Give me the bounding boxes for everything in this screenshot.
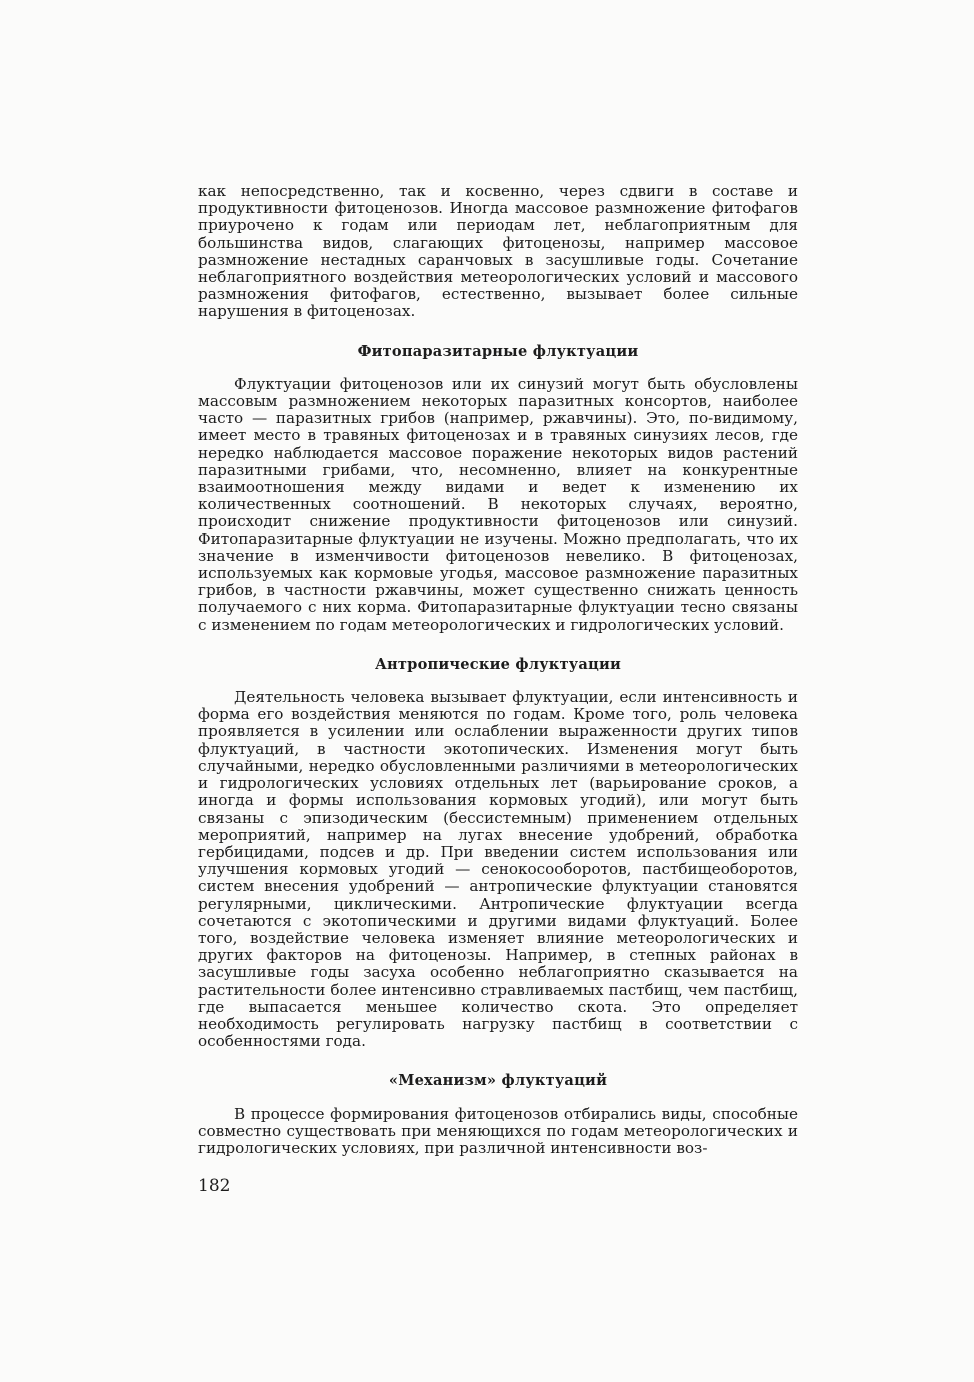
section-heading-phytoparasitic: Фитопаразитарные флуктуации <box>357 342 639 360</box>
intro-paragraph: как непосредственно, так и косвенно, через сдвиги в составе и продуктивности фитоценозов. Иногда массовое размножение фитофагов приурочено к годам или периодам лет, неблагоприятным для большинства видов, слагающих фитоценозы, например массовое размножение нестадных саранчовых в засушливые годы. Сочетание неблагоприятного воздействия метеорологических условий и массового размножения фитофагов, естественно, вызывает более сильные нарушения в фитоценозах. <box>198 182 798 321</box>
section-paragraph-phytoparasitic: Флуктуации фитоценозов или их синузий могут быть обусловлены массовым размножением некоторых паразитных консортов, наиболее часто — паразитных грибов (например, ржавчины). Это, по-видимому, имеет место в травяных фитоценозах и в травяных синузиях лесов, где нередко наблюдается массовое поражение некоторых видов растений паразитными грибами, что, несомненно, влияет на конкурентные взаимоотношения между видами и ведет к изменению их количественных соотношений. В некоторых случаях, вероятно, происходит снижение продуктивности фитоценозов или синузий. Фитопаразитарные флуктуации не изучены. Можно предполагать, что их значение в изменчивости фитоценозов невелико. В фитоценозах, используемых как кормовые угодья, массовое размножение паразитных грибов, в частности ржавчины, может существенно снижать ценность получаемого с них корма. Фитопаразитарные флуктуации тесно связаны с изменением по годам метеорологических и гидрологических условий. <box>198 374 798 634</box>
section-paragraph-anthropic: Деятельность человека вызывает флуктуации, если интенсивность и форма его воздействия меняются по годам. Кроме того, роль человека проявляется в усилении или ослаблении выраженности других типов флуктуаций, в частности экотопических. Изменения могут быть случайными, нередко обусловленными различиями в метеорологических и гидрологических условиях отдельных лет (варьирование сроков, а иногда и формы использования кормовых угодий), или могут быть связаны с эпизодическим (бессистемным) применением отдельных мероприятий, например на лугах внесение удобрений, обработка гербицидами, подсев и др. При введении систем использования или улучшения кормовых угодий — сенокосооборотов, пастбищеоборотов, систем внесения удобрений — антропические флуктуации становятся регулярными, циклическими. Антропические флуктуации всегда сочетаются с экотопическими и другими видами флуктуаций. Более того, воздействие человека изменяет влияние метеорологических и других факторов на фитоценозы. Например, в степных районах в засушливые годы засуха особенно неблагоприятно сказывается на растительности более интенсивно стравливаемых пастбищ, чем пастбищ, где выпасается меньшее количество скота. Это определяет необходимость регулировать нагрузку пастбищ в соответствии с особенностями года. <box>198 688 798 1051</box>
section-heading-anthropic: Антропические флуктуации <box>374 655 622 673</box>
section-heading-mechanism: «Механизм» флуктуаций <box>388 1072 608 1090</box>
page-number: 182 <box>198 1176 231 1196</box>
section-paragraph-mechanism: В процессе формирования фитоценозов отбирались виды, способные совместно существовать при меняющихся по годам метеорологических и гидрологических условиях, при различной интенсивности воз- <box>198 1104 798 1157</box>
page-body <box>198 183 798 1157</box>
